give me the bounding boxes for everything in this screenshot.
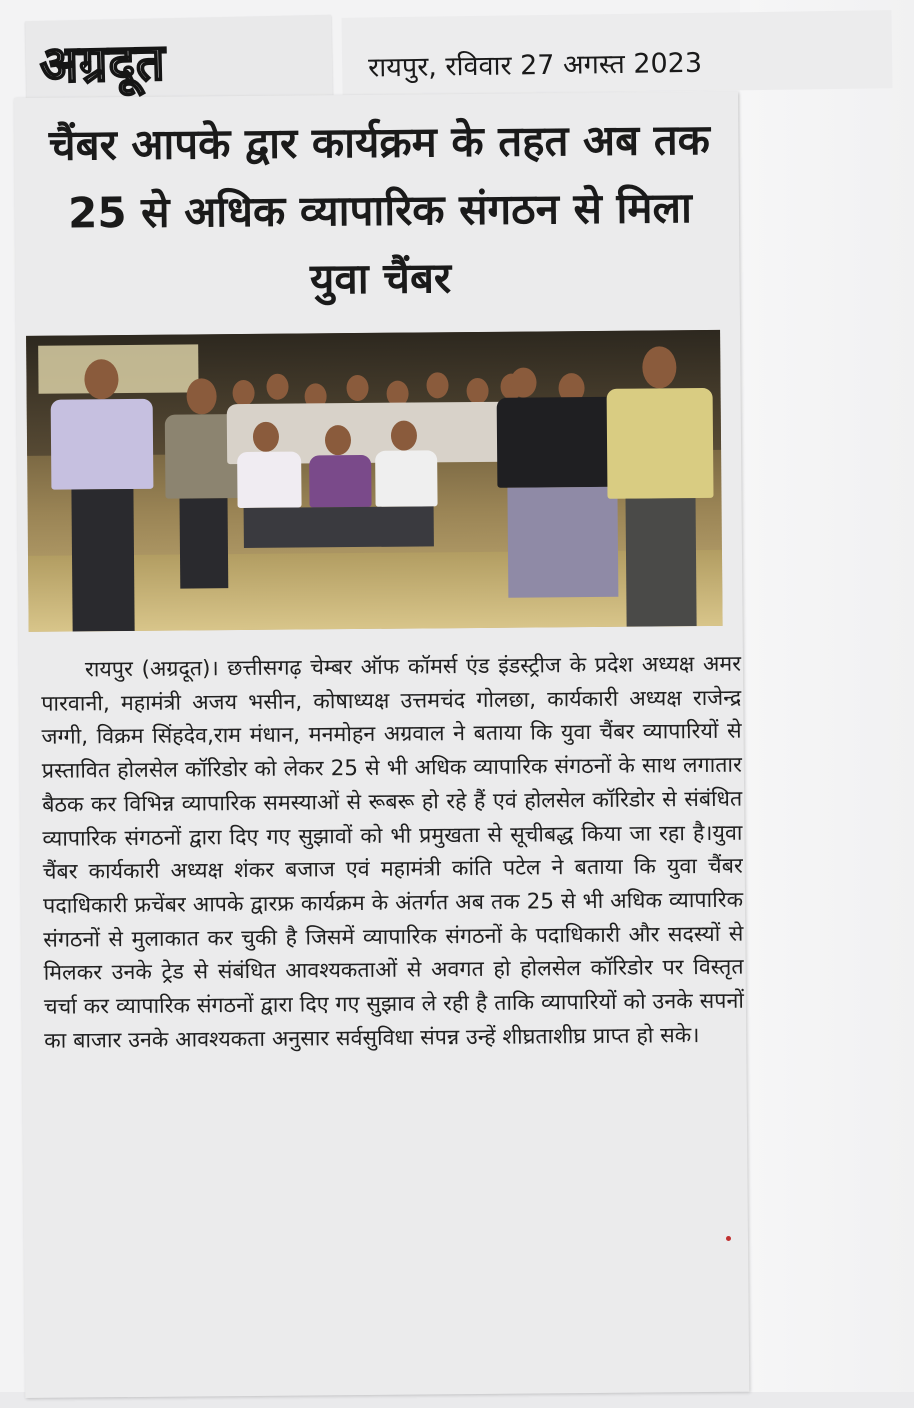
- photo-person: [46, 359, 158, 632]
- dateline-clipping: [341, 10, 892, 96]
- background-paper: [740, 0, 914, 1408]
- masthead-clipping: [25, 15, 333, 105]
- article-body: [41, 648, 745, 1059]
- article-paragraph: रायपुर (अग्रदूत)। छत्तीसगढ़ चेम्बर ऑफ कॉमर्स एंड इंडस्ट्रीज के प्रदेश अध्यक्ष अमर पारवानी, महामंत्री अजय भसीन, कोषाध्यक्ष उत्तमचंद गोलछा, कार्यकारी अध्यक्ष राजेन्द्र जग्गी, विक्रम सिंहदेव,राम मंधान, मनमोहन अग्रवाल ने बताया कि युवा चैंबर व्यापारियों से प्रस्तावित होलसेल कॉरिडोर को लेकर 25 से भी अधिक व्यापारिक संगठनों के साथ लगातार बैठक कर विभिन्न व्यापारिक समस्याओं से रूबरू हो रहे हैं एवं होलसेल कॉरिडोर से संबंधित व्यापारिक संगठनों द्वारा दिए गए सुझावों को भी प्रमुखता से सूचीबद्ध किया जा रहा है।युवा चैंबर कार्यकारी अध्यक्ष शंकर बजाज एवं महामंत्री कांति पटेल ने बताया कि युवा चैंबर पदाधिकारी फ्रचेंबर आपके द्वारफ्र कार्यक्रम के अंतर्गत अब तक 25 से भी अधिक व्यापारिक संगठनों से मुलाकात कर चुकी है जिसमें व्यापारिक संगठनों के पदाधिकारी और सदस्यों से मिलकर उनके ट्रेड से संबंधित आवश्यकताओं से अवगत हो होलसेल कॉरिडोर पर विस्तृत चर्चा कर व्यापारिक संगठनों द्वारा दिए गए सुझाव ले रही है ताकि व्यापारियों को उनके सपनों का बाजार उनके आवश्यकता अनुसार सर्वसुविधा संपन्न उन्हें शीघ्रताशीघ्र प्राप्त हो सके।: [41, 651, 745, 1054]
- group-photo: [26, 330, 723, 632]
- dateline-text: रायपुर, रविवार 27 अगस्त 2023: [367, 47, 703, 84]
- ink-spot: [726, 1236, 731, 1241]
- article-clipping: [14, 92, 749, 1398]
- headline: चैंबर आपके द्वार कार्यक्रम के तहत अब तक 25 से अधिक व्यापारिक संगठन से मिला युवा चैंबर: [48, 114, 711, 304]
- photo-person: [604, 346, 716, 627]
- photo-person: [233, 420, 484, 562]
- newspaper-name: अग्रदूत: [39, 32, 167, 94]
